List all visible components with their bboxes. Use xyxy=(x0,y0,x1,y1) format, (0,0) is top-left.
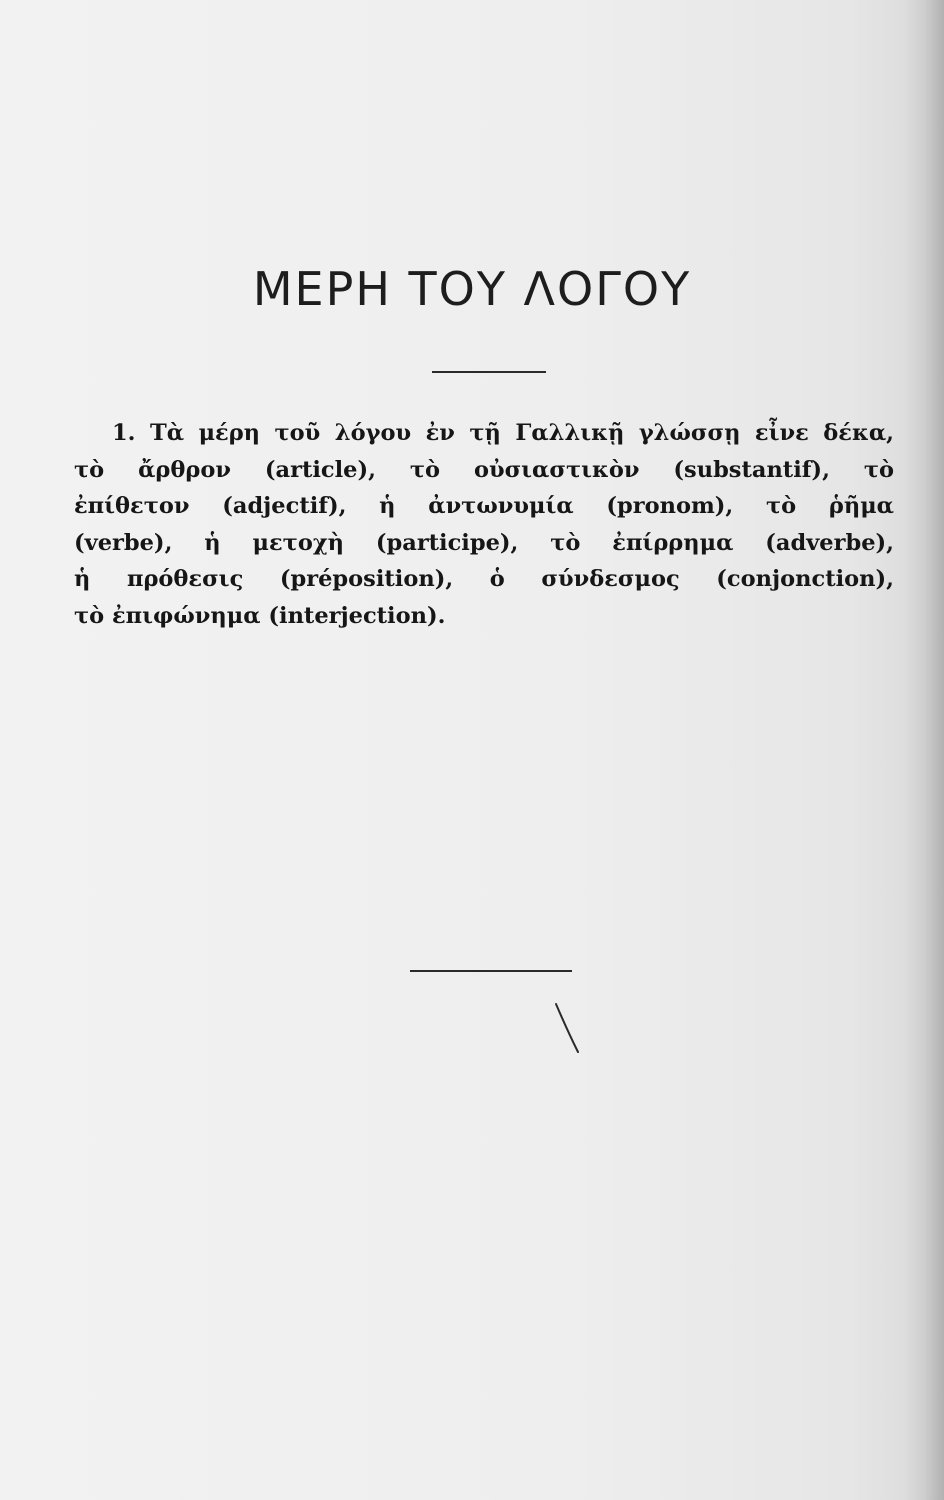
paragraph-line-4: (verbe), ἡ μετοχὴ (participe), τὸ ἐπίρρημα (adverbe), xyxy=(74,529,894,556)
end-divider xyxy=(410,970,572,972)
paragraph-line-2: τὸ ἄρθρον (article), τὸ οὐσιαστικὸν (substantif), τὸ xyxy=(74,456,894,483)
title-divider xyxy=(432,371,546,373)
paragraph-line-5: ἡ πρόθεσις (préposition), ὁ σύνδεσμος (conjonction), xyxy=(74,566,894,592)
section-paragraph xyxy=(74,415,894,634)
page-edge-shadow xyxy=(904,0,944,1500)
pen-mark-icon xyxy=(548,1000,588,1058)
page-title: ΜΕΡΗ ΤΟΥ ΛΟΓΟΥ xyxy=(252,262,692,316)
paragraph-line-3: ἐπίθετον (adjectif), ἡ ἀντωνυμία (pronom), τὸ ῥῆμα xyxy=(74,493,894,519)
paragraph-line-1: 1. Τὰ μέρη τοῦ λόγου ἐν τῇ Γαλλικῇ γλώσσῃ εἶνε δέκα, xyxy=(112,420,894,446)
paragraph-line-6: τὸ ἐπιφώνημα (interjection). xyxy=(74,602,446,629)
